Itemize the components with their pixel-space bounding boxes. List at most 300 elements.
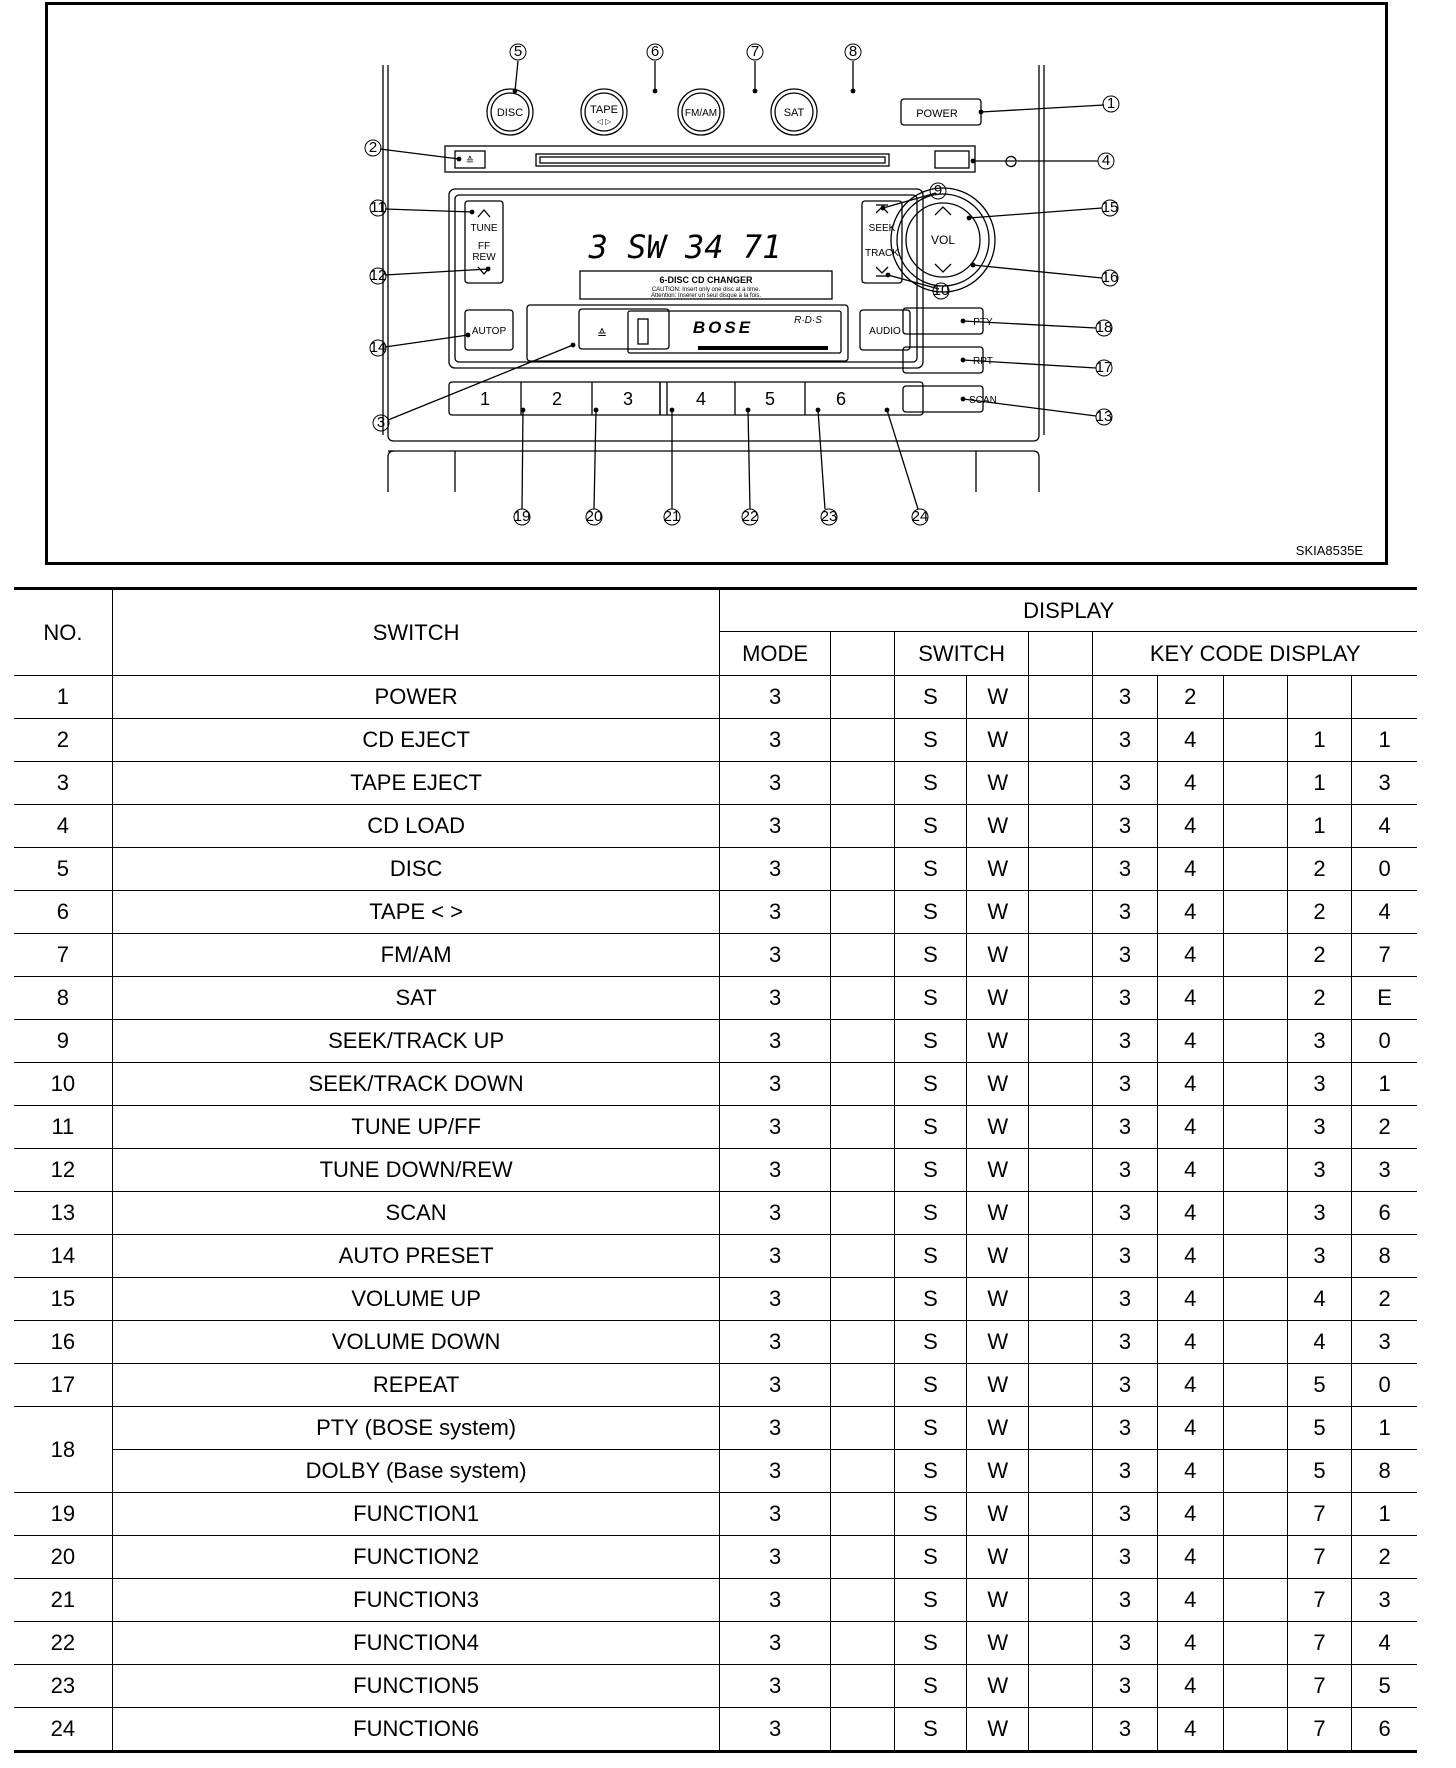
callout-3: 3 xyxy=(376,414,386,431)
callout-14: 14 xyxy=(369,339,387,356)
cell-blank1 xyxy=(830,1235,894,1278)
cell-mode: 3 xyxy=(720,1149,830,1192)
changer-caution-fr: Attention: Insérer un seul disque à la fois. xyxy=(650,293,762,299)
cell-k1: 3 xyxy=(1093,1493,1157,1536)
callout-13: 13 xyxy=(1095,408,1113,425)
cell-blank2 xyxy=(1029,1149,1093,1192)
cell-blank1 xyxy=(830,1278,894,1321)
header-key-code: KEY CODE DISPLAY xyxy=(1093,632,1417,676)
callout-8: 8 xyxy=(848,43,858,60)
cell-s2: W xyxy=(967,1536,1029,1579)
cell-s2: W xyxy=(967,1407,1029,1450)
cell-k4: 3 xyxy=(1352,1149,1417,1192)
cell-blank2 xyxy=(1029,934,1093,977)
figure-code: SKIA8535E xyxy=(1295,543,1363,558)
cell-s1: S xyxy=(894,762,966,805)
cell-k1: 3 xyxy=(1093,1579,1157,1622)
cell-blank2 xyxy=(1029,1708,1093,1752)
header-switch: SWITCH xyxy=(112,589,720,676)
cell-k1: 3 xyxy=(1093,676,1157,719)
autop-label: AUTOP xyxy=(471,326,507,337)
cell-k2: 4 xyxy=(1157,1450,1223,1493)
table-row xyxy=(14,977,1417,1020)
cell-k3: 7 xyxy=(1287,1493,1351,1536)
cell-k3: 2 xyxy=(1287,848,1351,891)
cell-mode: 3 xyxy=(720,1536,830,1579)
table-row xyxy=(14,1493,1417,1536)
cell-blank3 xyxy=(1223,1665,1287,1708)
cell-mode: 3 xyxy=(720,1493,830,1536)
cell-mode: 3 xyxy=(720,1579,830,1622)
cell-blank2 xyxy=(1029,719,1093,762)
callout-4: 4 xyxy=(1101,152,1111,169)
cell-no: 3 xyxy=(14,762,112,805)
cell-blank3 xyxy=(1223,1708,1287,1752)
table-row xyxy=(14,1192,1417,1235)
cell-k2: 4 xyxy=(1157,1708,1223,1752)
table-row xyxy=(14,1407,1417,1450)
cell-mode: 3 xyxy=(720,762,830,805)
cell-k2: 4 xyxy=(1157,805,1223,848)
cell-k1: 3 xyxy=(1093,805,1157,848)
cell-blank3 xyxy=(1223,891,1287,934)
callout-18: 18 xyxy=(1095,319,1113,336)
cell-k3: 3 xyxy=(1287,1020,1351,1063)
cell-k4: 3 xyxy=(1352,1321,1417,1364)
header-no: NO. xyxy=(14,589,112,676)
cell-k2: 4 xyxy=(1157,977,1223,1020)
cell-name: FUNCTION1 xyxy=(112,1493,720,1536)
cell-blank2 xyxy=(1029,1106,1093,1149)
cell-k4: 7 xyxy=(1352,934,1417,977)
cell-mode: 3 xyxy=(720,1407,830,1450)
cell-no: 19 xyxy=(14,1493,112,1536)
cell-blank1 xyxy=(830,1364,894,1407)
cell-k3: 7 xyxy=(1287,1665,1351,1708)
cell-s2: W xyxy=(967,1665,1029,1708)
cell-no: 7 xyxy=(14,934,112,977)
cell-mode: 3 xyxy=(720,1192,830,1235)
cell-blank3 xyxy=(1223,1450,1287,1493)
callout-6: 6 xyxy=(650,43,660,60)
cell-no: 9 xyxy=(14,1020,112,1063)
cell-mode: 3 xyxy=(720,1063,830,1106)
cell-k1: 3 xyxy=(1093,934,1157,977)
callout-7: 7 xyxy=(750,43,760,60)
cell-k2: 4 xyxy=(1157,1321,1223,1364)
cell-blank3 xyxy=(1223,676,1287,719)
cell-k1: 3 xyxy=(1093,719,1157,762)
table-row xyxy=(14,1665,1417,1708)
cell-s1: S xyxy=(894,1020,966,1063)
cell-s1: S xyxy=(894,934,966,977)
table-row xyxy=(14,1536,1417,1579)
table-row xyxy=(14,1278,1417,1321)
cell-blank3 xyxy=(1223,1235,1287,1278)
cell-k3: 5 xyxy=(1287,1450,1351,1493)
cell-k4: 1 xyxy=(1352,719,1417,762)
cell-name: TAPE EJECT xyxy=(112,762,720,805)
cell-k4: 0 xyxy=(1352,1364,1417,1407)
cell-k2: 4 xyxy=(1157,848,1223,891)
cell-blank2 xyxy=(1029,1493,1093,1536)
cell-k3: 5 xyxy=(1287,1407,1351,1450)
table-row xyxy=(14,1364,1417,1407)
cell-name: SEEK/TRACK DOWN xyxy=(112,1063,720,1106)
seek-label: SEEK xyxy=(868,223,896,234)
cell-s2: W xyxy=(967,1493,1029,1536)
cell-s2: W xyxy=(967,1579,1029,1622)
cell-blank3 xyxy=(1223,1063,1287,1106)
cell-blank3 xyxy=(1223,977,1287,1020)
rds-label: R·D·S xyxy=(794,315,822,326)
cell-k3: 7 xyxy=(1287,1536,1351,1579)
cell-blank2 xyxy=(1029,1407,1093,1450)
cell-blank3 xyxy=(1223,1536,1287,1579)
ff-label: FF xyxy=(477,241,491,252)
cell-k1: 3 xyxy=(1093,848,1157,891)
preset-3-label: 3 xyxy=(622,389,634,409)
cell-name: FUNCTION4 xyxy=(112,1622,720,1665)
cell-no: 22 xyxy=(14,1622,112,1665)
table-row xyxy=(14,848,1417,891)
cell-blank1 xyxy=(830,848,894,891)
cell-s2: W xyxy=(967,1063,1029,1106)
cell-blank2 xyxy=(1029,1192,1093,1235)
preset-4-label: 4 xyxy=(695,389,707,409)
cell-s1: S xyxy=(894,1407,966,1450)
cell-blank2 xyxy=(1029,762,1093,805)
fmam-button-label: FM/AM xyxy=(684,108,718,119)
cell-k4: 0 xyxy=(1352,1020,1417,1063)
cell-s1: S xyxy=(894,1364,966,1407)
cell-s2: W xyxy=(967,1622,1029,1665)
audio-unit-drawing xyxy=(48,5,1385,562)
header-mode: MODE xyxy=(720,632,830,676)
cell-name: VOLUME UP xyxy=(112,1278,720,1321)
table-body xyxy=(14,676,1417,1752)
table-row xyxy=(14,1149,1417,1192)
cell-name: FM/AM xyxy=(112,934,720,977)
header-switch-sub: SWITCH xyxy=(894,632,1028,676)
header-display: DISPLAY xyxy=(720,589,1417,632)
cell-k1: 3 xyxy=(1093,1407,1157,1450)
cell-k2: 4 xyxy=(1157,1235,1223,1278)
cell-s1: S xyxy=(894,1622,966,1665)
cell-blank2 xyxy=(1029,1622,1093,1665)
cell-k4: 2 xyxy=(1352,1106,1417,1149)
scan-label: SCAN xyxy=(969,395,997,406)
cell-blank2 xyxy=(1029,848,1093,891)
cell-k4: 5 xyxy=(1352,1665,1417,1708)
cell-name: FUNCTION5 xyxy=(112,1665,720,1708)
cell-mode: 3 xyxy=(720,1665,830,1708)
callout-24: 24 xyxy=(911,508,929,525)
table-row xyxy=(14,891,1417,934)
cell-blank1 xyxy=(830,1149,894,1192)
cell-k1: 3 xyxy=(1093,1149,1157,1192)
cell-blank2 xyxy=(1029,1450,1093,1493)
preset-6-label: 6 xyxy=(835,389,847,409)
table-row xyxy=(14,676,1417,719)
cell-name: TUNE UP/FF xyxy=(112,1106,720,1149)
cell-blank1 xyxy=(830,719,894,762)
cell-k1: 3 xyxy=(1093,1665,1157,1708)
cell-k1: 3 xyxy=(1093,1278,1157,1321)
cell-k4: 4 xyxy=(1352,891,1417,934)
cell-mode: 3 xyxy=(720,1235,830,1278)
cell-s2: W xyxy=(967,1278,1029,1321)
cell-k3: 2 xyxy=(1287,934,1351,977)
callout-1: 1 xyxy=(1106,95,1116,112)
cell-no: 14 xyxy=(14,1235,112,1278)
cell-s2: W xyxy=(967,1364,1029,1407)
cell-k2: 2 xyxy=(1157,676,1223,719)
cell-s1: S xyxy=(894,1536,966,1579)
cell-s1: S xyxy=(894,1149,966,1192)
callout-11: 11 xyxy=(370,199,386,216)
cell-blank3 xyxy=(1223,1407,1287,1450)
cell-blank1 xyxy=(830,1321,894,1364)
cell-blank3 xyxy=(1223,719,1287,762)
cell-k3: 3 xyxy=(1287,1235,1351,1278)
cell-no: 15 xyxy=(14,1278,112,1321)
tune-label: TUNE xyxy=(470,223,498,234)
cell-k2: 4 xyxy=(1157,1192,1223,1235)
cell-blank1 xyxy=(830,1536,894,1579)
cell-blank2 xyxy=(1029,1235,1093,1278)
cell-k3: 1 xyxy=(1287,805,1351,848)
cell-k2: 4 xyxy=(1157,1665,1223,1708)
table-row xyxy=(14,762,1417,805)
cell-no: 20 xyxy=(14,1536,112,1579)
cell-blank3 xyxy=(1223,1493,1287,1536)
cell-s2: W xyxy=(967,1321,1029,1364)
changer-caution: CAUTION: Insert only one disc at a time. xyxy=(651,287,761,293)
cell-mode: 3 xyxy=(720,676,830,719)
cell-k4: 1 xyxy=(1352,1493,1417,1536)
cell-name: PTY (BOSE system) xyxy=(112,1407,720,1450)
cell-name: DOLBY (Base system) xyxy=(112,1450,720,1493)
cell-name: SEEK/TRACK UP xyxy=(112,1020,720,1063)
cell-blank2 xyxy=(1029,1020,1093,1063)
callout-23: 23 xyxy=(820,508,838,525)
cell-blank1 xyxy=(830,1708,894,1752)
cell-k3: 3 xyxy=(1287,1192,1351,1235)
cell-blank2 xyxy=(1029,1364,1093,1407)
cell-blank3 xyxy=(1223,1192,1287,1235)
cell-k4: 0 xyxy=(1352,848,1417,891)
cell-s2: W xyxy=(967,805,1029,848)
cell-mode: 3 xyxy=(720,1106,830,1149)
cell-s1: S xyxy=(894,1063,966,1106)
callout-5: 5 xyxy=(513,43,523,60)
cell-k3: 7 xyxy=(1287,1622,1351,1665)
cell-k1: 3 xyxy=(1093,1536,1157,1579)
table-row xyxy=(14,1321,1417,1364)
cell-blank1 xyxy=(830,676,894,719)
cell-k3: 2 xyxy=(1287,977,1351,1020)
cell-k1: 3 xyxy=(1093,1622,1157,1665)
cell-blank3 xyxy=(1223,1622,1287,1665)
cell-name: POWER xyxy=(112,676,720,719)
cell-no: 4 xyxy=(14,805,112,848)
cell-blank1 xyxy=(830,1622,894,1665)
cell-k3: 3 xyxy=(1287,1063,1351,1106)
cell-k2: 4 xyxy=(1157,719,1223,762)
cell-s1: S xyxy=(894,719,966,762)
cell-name: FUNCTION3 xyxy=(112,1579,720,1622)
cell-no: 8 xyxy=(14,977,112,1020)
cell-s1: S xyxy=(894,1450,966,1493)
cell-k4: 8 xyxy=(1352,1450,1417,1493)
cell-s2: W xyxy=(967,891,1029,934)
key-code-table xyxy=(14,587,1417,1753)
cell-s2: W xyxy=(967,762,1029,805)
preset-2-label: 2 xyxy=(551,389,563,409)
cell-blank1 xyxy=(830,1407,894,1450)
header-blank-1 xyxy=(830,632,894,676)
cell-s2: W xyxy=(967,676,1029,719)
rew-label: REW xyxy=(472,252,496,263)
cell-k2: 4 xyxy=(1157,1106,1223,1149)
cell-k2: 4 xyxy=(1157,1407,1223,1450)
cell-name: CD LOAD xyxy=(112,805,720,848)
cell-name: REPEAT xyxy=(112,1364,720,1407)
cell-blank2 xyxy=(1029,1536,1093,1579)
cell-k3: 1 xyxy=(1287,762,1351,805)
cell-s2: W xyxy=(967,848,1029,891)
cell-blank1 xyxy=(830,1063,894,1106)
cell-k4: 3 xyxy=(1352,762,1417,805)
cell-mode: 3 xyxy=(720,977,830,1020)
cell-k1: 3 xyxy=(1093,1708,1157,1752)
table-row xyxy=(14,1450,1417,1493)
cell-s2: W xyxy=(967,1235,1029,1278)
cell-mode: 3 xyxy=(720,934,830,977)
cell-no: 24 xyxy=(14,1708,112,1752)
cell-mode: 3 xyxy=(720,1450,830,1493)
cell-no: 11 xyxy=(14,1106,112,1149)
table-row xyxy=(14,1063,1417,1106)
cell-k2: 4 xyxy=(1157,762,1223,805)
cell-no: 1 xyxy=(14,676,112,719)
callout-22: 22 xyxy=(741,508,759,525)
cell-k2: 4 xyxy=(1157,1364,1223,1407)
table-row xyxy=(14,1622,1417,1665)
table-row xyxy=(14,719,1417,762)
cell-no: 2 xyxy=(14,719,112,762)
sat-button-label: SAT xyxy=(783,107,805,119)
cell-s1: S xyxy=(894,1321,966,1364)
table-row xyxy=(14,805,1417,848)
cell-blank1 xyxy=(830,977,894,1020)
cell-k2: 4 xyxy=(1157,1020,1223,1063)
cell-s1: S xyxy=(894,1493,966,1536)
cell-k4: 2 xyxy=(1352,1278,1417,1321)
cell-mode: 3 xyxy=(720,891,830,934)
audio-unit-figure xyxy=(45,2,1388,565)
cell-mode: 3 xyxy=(720,719,830,762)
cell-k4: 1 xyxy=(1352,1407,1417,1450)
cell-k2: 4 xyxy=(1157,934,1223,977)
cell-k4: 1 xyxy=(1352,1063,1417,1106)
cell-mode: 3 xyxy=(720,848,830,891)
cell-k4: 6 xyxy=(1352,1192,1417,1235)
cell-s2: W xyxy=(967,1708,1029,1752)
callout-17: 17 xyxy=(1095,359,1113,376)
preset-1-label: 1 xyxy=(479,389,491,409)
cell-blank3 xyxy=(1223,1020,1287,1063)
disc-button-label: DISC xyxy=(496,107,524,119)
cell-k4: E xyxy=(1352,977,1417,1020)
cell-k4 xyxy=(1352,676,1417,719)
cell-k1: 3 xyxy=(1093,1450,1157,1493)
preset-5-label: 5 xyxy=(764,389,776,409)
cell-no: 10 xyxy=(14,1063,112,1106)
vol-label: VOL xyxy=(930,233,956,247)
cell-blank1 xyxy=(830,1493,894,1536)
cell-s2: W xyxy=(967,1192,1029,1235)
cell-s1: S xyxy=(894,977,966,1020)
cell-s1: S xyxy=(894,1235,966,1278)
cell-mode: 3 xyxy=(720,1364,830,1407)
cell-k4: 4 xyxy=(1352,1622,1417,1665)
cell-name: FUNCTION2 xyxy=(112,1536,720,1579)
cell-k1: 3 xyxy=(1093,891,1157,934)
cell-s1: S xyxy=(894,1579,966,1622)
cell-name: SCAN xyxy=(112,1192,720,1235)
callout-10: 10 xyxy=(932,282,950,299)
cell-mode: 3 xyxy=(720,1708,830,1752)
cell-mode: 3 xyxy=(720,805,830,848)
cell-no: 13 xyxy=(14,1192,112,1235)
callout-19: 19 xyxy=(513,508,531,525)
cell-name: AUTO PRESET xyxy=(112,1235,720,1278)
cell-mode: 3 xyxy=(720,1622,830,1665)
cell-blank2 xyxy=(1029,891,1093,934)
cell-no: 18 xyxy=(14,1407,112,1493)
bose-logo: BOSE xyxy=(692,318,754,337)
cell-k4: 6 xyxy=(1352,1708,1417,1752)
cell-k3: 7 xyxy=(1287,1579,1351,1622)
cell-k2: 4 xyxy=(1157,1579,1223,1622)
callout-15: 15 xyxy=(1101,199,1119,216)
cell-k4: 2 xyxy=(1352,1536,1417,1579)
cell-k2: 4 xyxy=(1157,1536,1223,1579)
cell-k3 xyxy=(1287,676,1351,719)
cell-blank3 xyxy=(1223,1321,1287,1364)
cell-k4: 3 xyxy=(1352,1579,1417,1622)
cell-k3: 5 xyxy=(1287,1364,1351,1407)
tape-arrows-label: ◁ ▷ xyxy=(596,117,612,126)
power-button-label: POWER xyxy=(916,108,958,120)
cell-s2: W xyxy=(967,1106,1029,1149)
tape-button-label: TAPE xyxy=(590,104,618,116)
cell-blank2 xyxy=(1029,1579,1093,1622)
cell-k1: 3 xyxy=(1093,1192,1157,1235)
table-row xyxy=(14,1106,1417,1149)
cell-s1: S xyxy=(894,1278,966,1321)
cell-no: 12 xyxy=(14,1149,112,1192)
cell-no: 21 xyxy=(14,1579,112,1622)
cell-s2: W xyxy=(967,934,1029,977)
cell-k1: 3 xyxy=(1093,1063,1157,1106)
pty-label: PTY xyxy=(973,317,993,328)
cell-s2: W xyxy=(967,1149,1029,1192)
cell-blank1 xyxy=(830,1665,894,1708)
cell-k2: 4 xyxy=(1157,1493,1223,1536)
